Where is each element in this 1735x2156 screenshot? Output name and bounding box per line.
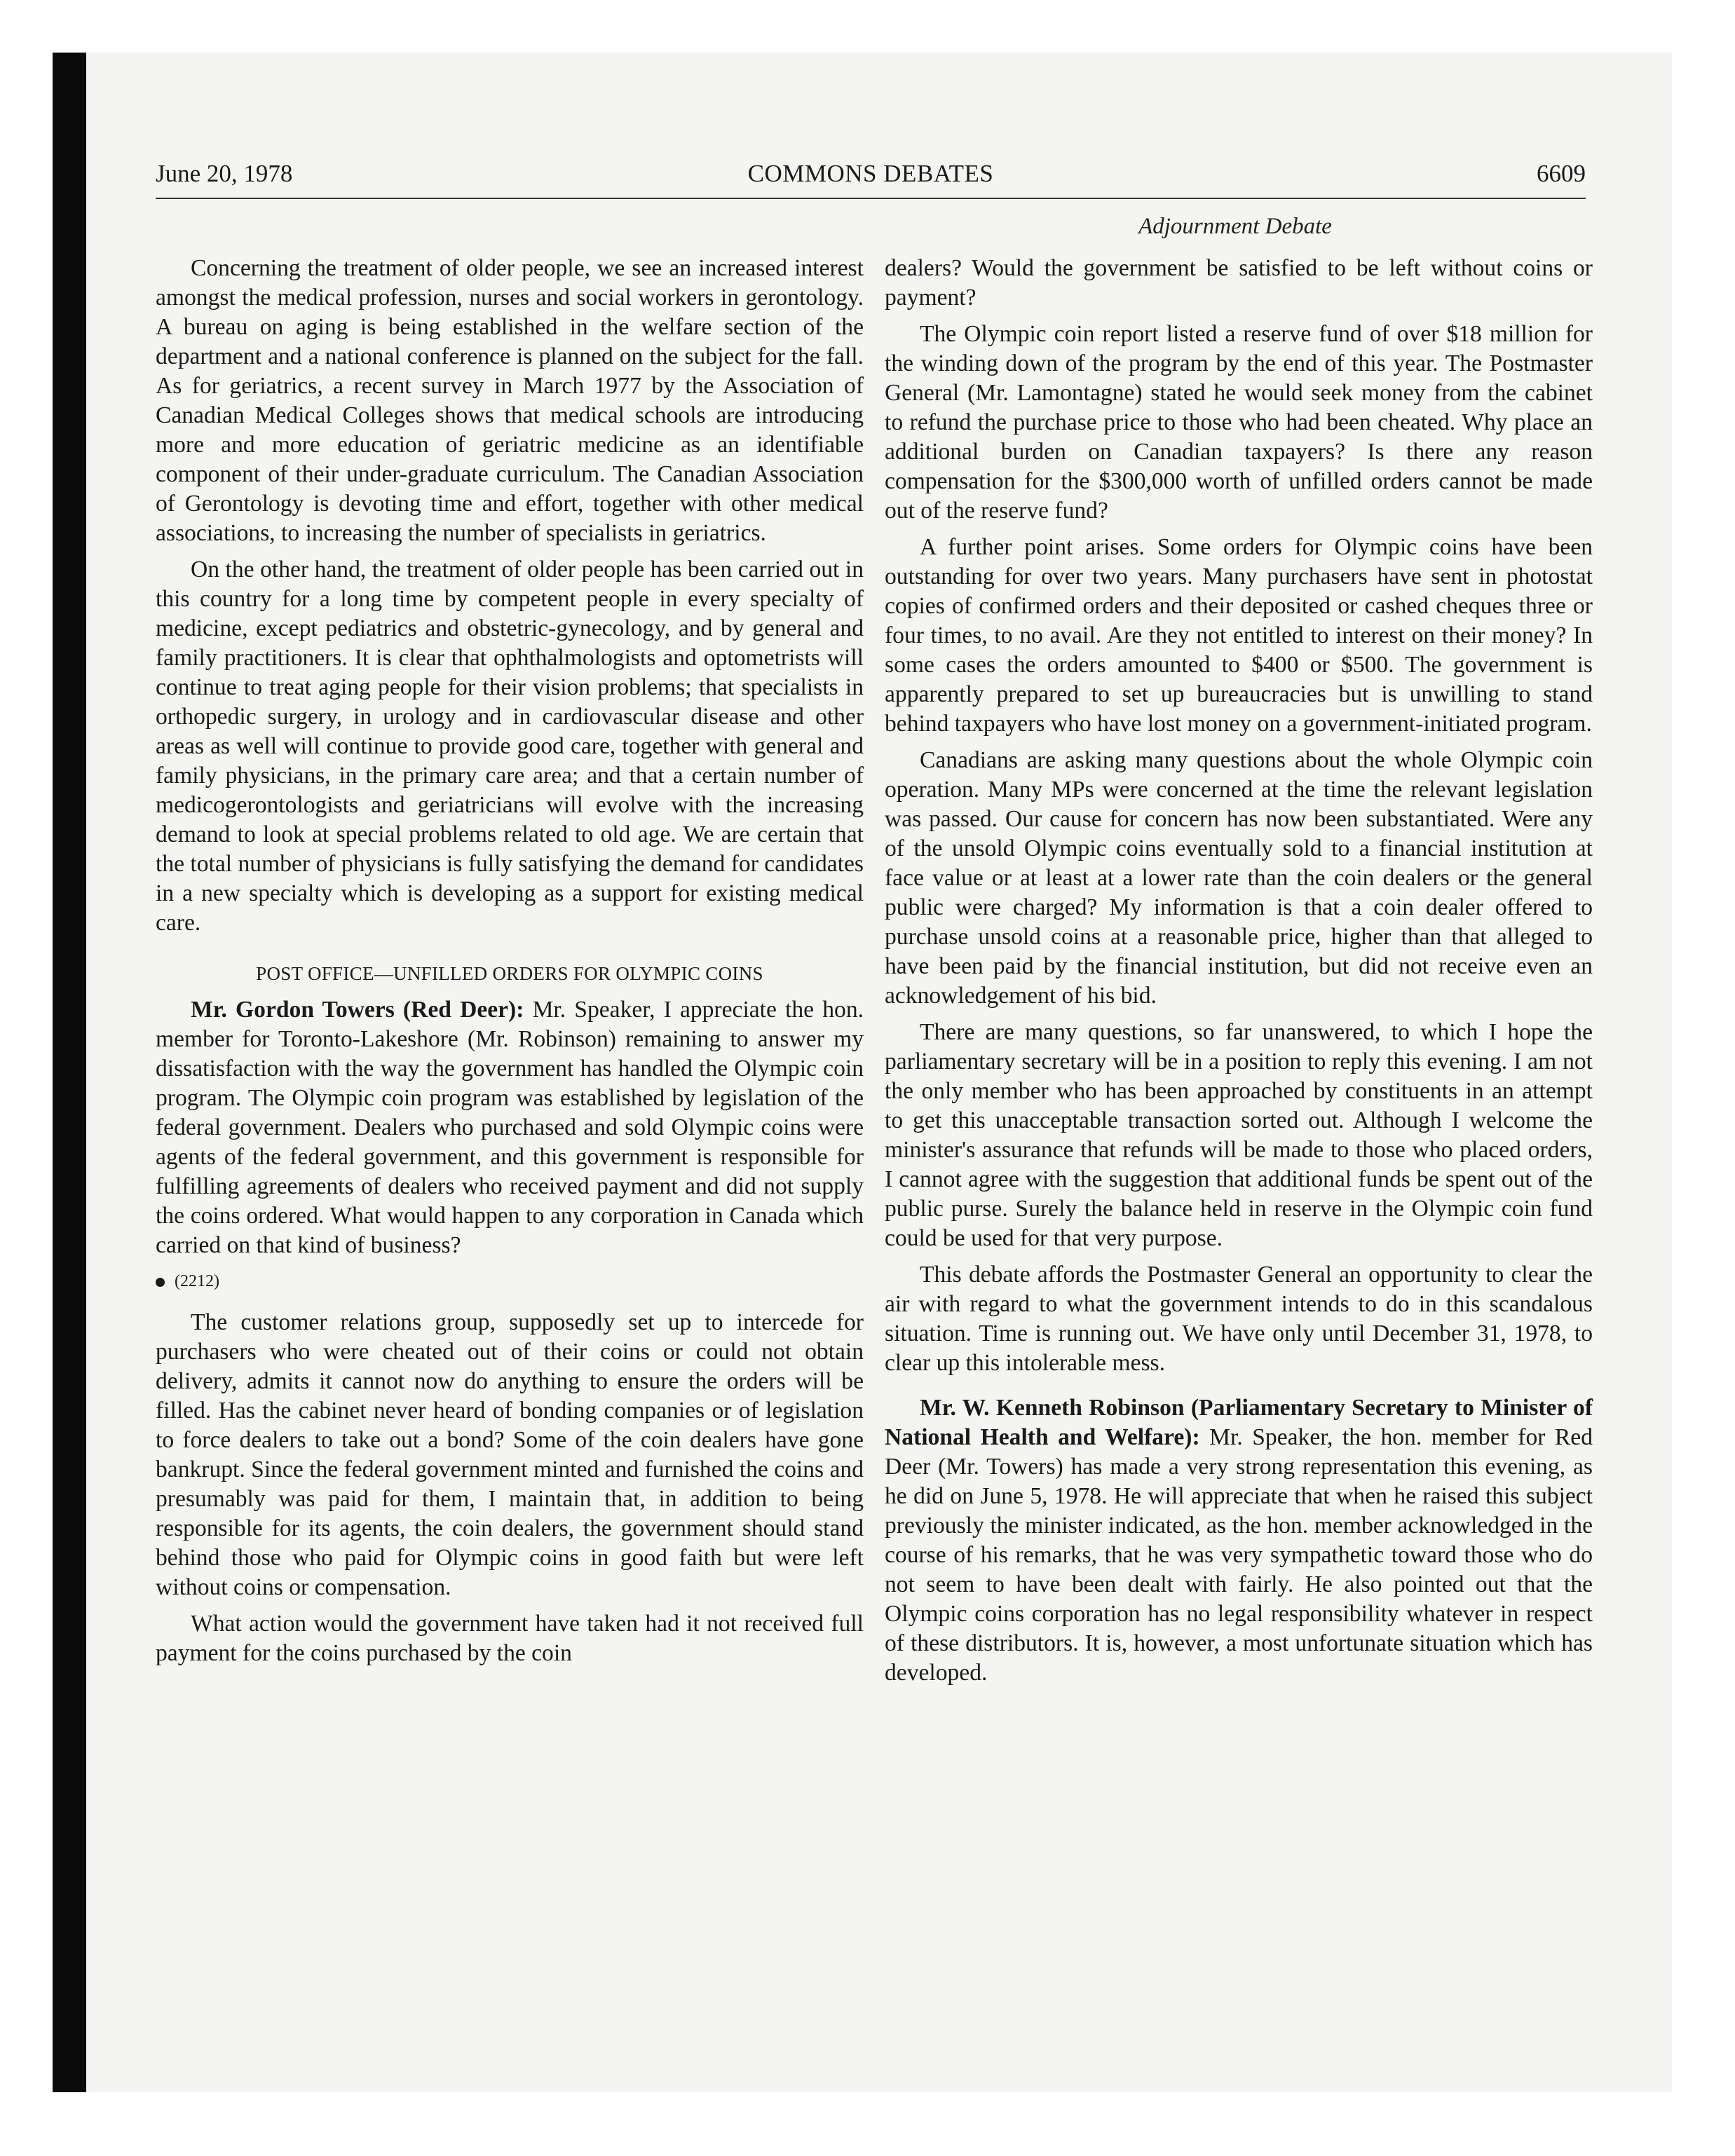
speaker-name: Mr. Gordon Towers (Red Deer): [191,997,524,1023]
paragraph [885,1393,1593,1688]
paragraph: On the other hand, the treatment of older people has been carried out in this country for a long time by competent people in every specialty of medicine, except pediatrics and obstetric-gynecology, and by general and family practitioners. It is clear that ophthalmologists and optometrists will continue to treat aging people for their vision problems; that specialists in orthopedic surgery, in urology and in cardiovascular disease and other areas as well will continue to provide good care, together with general and family physicians, in the primary care area; and that a certain number of medicogerontologists and geriatricians will evolve with the increasing demand to look at special problems related to old age. We are certain that the total number of physicians is fully satisfying the demand for candidates in a new specialty which is developing as a support for existing medical care. [156,557,864,936]
time-marker [156,1270,864,1292]
paragraph: Concerning the treatment of older people, we see an increased interest amongst the medical profession, nurses and social workers in gerontology. A bureau on aging is being established in the welfare section of the department and a national conference is planned on the subject for the fall. As for geriatrics, a recent survey in March 1977 by the Association of Canadian Medical Colleges shows that medical schools are introducing more and more education of geriatric medicine as an identifiable component of their under-graduate curriculum. The Canadian Association of Gerontology is devoting time and effort, together with other medical associations, to increasing the number of specialists in geriatrics. [156,255,864,546]
binding-shadow [53,53,86,2092]
section-title: Adjournment Debate [1138,214,1332,239]
paragraph: This debate affords the Postmaster General an opportunity to clear the air with regard to what the government intends to do in this scandalous situation. Time is running out. We have only until December 31, 1978, to clear up this intolerable mess. [885,1262,1593,1376]
speech-text: Mr. Speaker, I appreciate the hon. member for Toronto-Lakeshore (Mr. Robinson) remaining to answer my dissatisfaction with the way the government has handled the Olympic coin program. The Olympic coin program was established by legislation of the federal government. Dealers who purchased and sold Olympic coins were agents of the federal government, and this government is responsible for fulfilling agreements of dealers who received payment and did not supply the coins ordered. What would happen to any corporation in Canada which carried on that kind of business? [156,997,864,1258]
paragraph: There are many questions, so far unanswered, to which I hope the parliamentary secretary will be in a position to reply this evening. I am not the only member who has been approached by constituents in an attempt to get this unacceptable transaction sorted out. Although I welcome the minister's assurance that refunds will be made to those who placed orders, I cannot agree with the suggestion that additional funds be spent out of the public purse. Surely the balance held in reserve in the Olympic coin fund could be used for that very purpose. [885,1019,1593,1251]
header-date: June 20, 1978 [156,160,293,187]
paragraph: dealers? Would the government be satisfied to be left without coins or payment? [885,255,1593,311]
paragraph: The customer relations group, supposedly set up to intercede for purchasers who were cheated out of their coins or could not obtain delivery, admits it cannot now do anything to ensure the orders will be filled. Has the cabinet never heard of bonding companies or of legislation to force dealers to take out a bond? Some of the coin dealers have gone bankrupt. Since the federal government minted and furnished the coins and presumably was paid for them, I maintain that, in addition to being responsible for its agents, the coin dealers, the government should stand behind those who paid for Olympic coins in good faith but were left without coins or compensation. [156,1309,864,1600]
header-rule [156,198,1586,199]
header-page-number: 6609 [1537,160,1586,187]
speaker-name: Mr. W. Kenneth Robinson (Parliamentary Secretary to Minister of National Health and Welfare): [885,1395,1593,1450]
right-column [885,254,1593,1695]
paragraph: The Olympic coin report listed a reserve fund of over $18 million for the winding down of the program by the end of this year. The Postmaster General (Mr. Lamontagne) stated he would seek money from the cabinet to refund the purchase price to those who had been cheated. Why place an additional burden on Canadian taxpayers? Is there any reason compensation for the $300,000 worth of unfilled orders cannot be made out of the reserve fund? [885,321,1593,524]
left-column [156,254,864,1675]
time-marker-text: (2212) [175,1272,219,1290]
page-header [156,160,1586,195]
paragraph: A further point arises. Some orders for Olympic coins have been outstanding for over two years. Many purchasers have sent in photostat copies of confirmed orders and their deposited or cashed cheques three or four times, to no avail. Are they not entitled to interest on their money? In some cases the orders amounted to $400 or $500. The government is apparently prepared to set up bureaucracies but is unwilling to stand behind taxpayers who have lost money on a government-initiated program. [885,534,1593,737]
paragraph: Canadians are asking many questions about the whole Olympic coin operation. Many MPs were concerned at the time the relevant legislation was passed. Our cause for concern has now been substantiated. Were any of the unsold Olympic coins eventually sold to a financial institution at face value or at least at a lower rate than the coin dealers or the general public were charged? My information is that a coin dealer offered to purchase unsold coins at a reasonable price, higher than that alleged to have been paid by the financial institution, but did not receive even an acknowledgement of his bid. [885,747,1593,1009]
speech-text: Mr. Speaker, the hon. member for Red Deer (Mr. Towers) has made a very strong representation this evening, as he did on June 5, 1978. He will appreciate that when he raised this subject previously the minister indicated, as the hon. member acknowledged in the course of his remarks, that he was very sympathetic toward those who do not seem to have been dealt with fairly. He also pointed out that the Olympic coins corporation has no legal responsibility whatever in respect of these distributors. It is, however, a most unfortunate situation which has developed. [885,1424,1593,1686]
paragraph [156,995,864,1260]
paragraph: What action would the government have taken had it not received full payment for the coins purchased by the coin [156,1611,864,1666]
bullet-icon [156,1278,165,1287]
subheading: POST OFFICE—UNFILLED ORDERS FOR OLYMPIC COINS [256,963,763,984]
header-publication: COMMONS DEBATES [747,160,994,187]
